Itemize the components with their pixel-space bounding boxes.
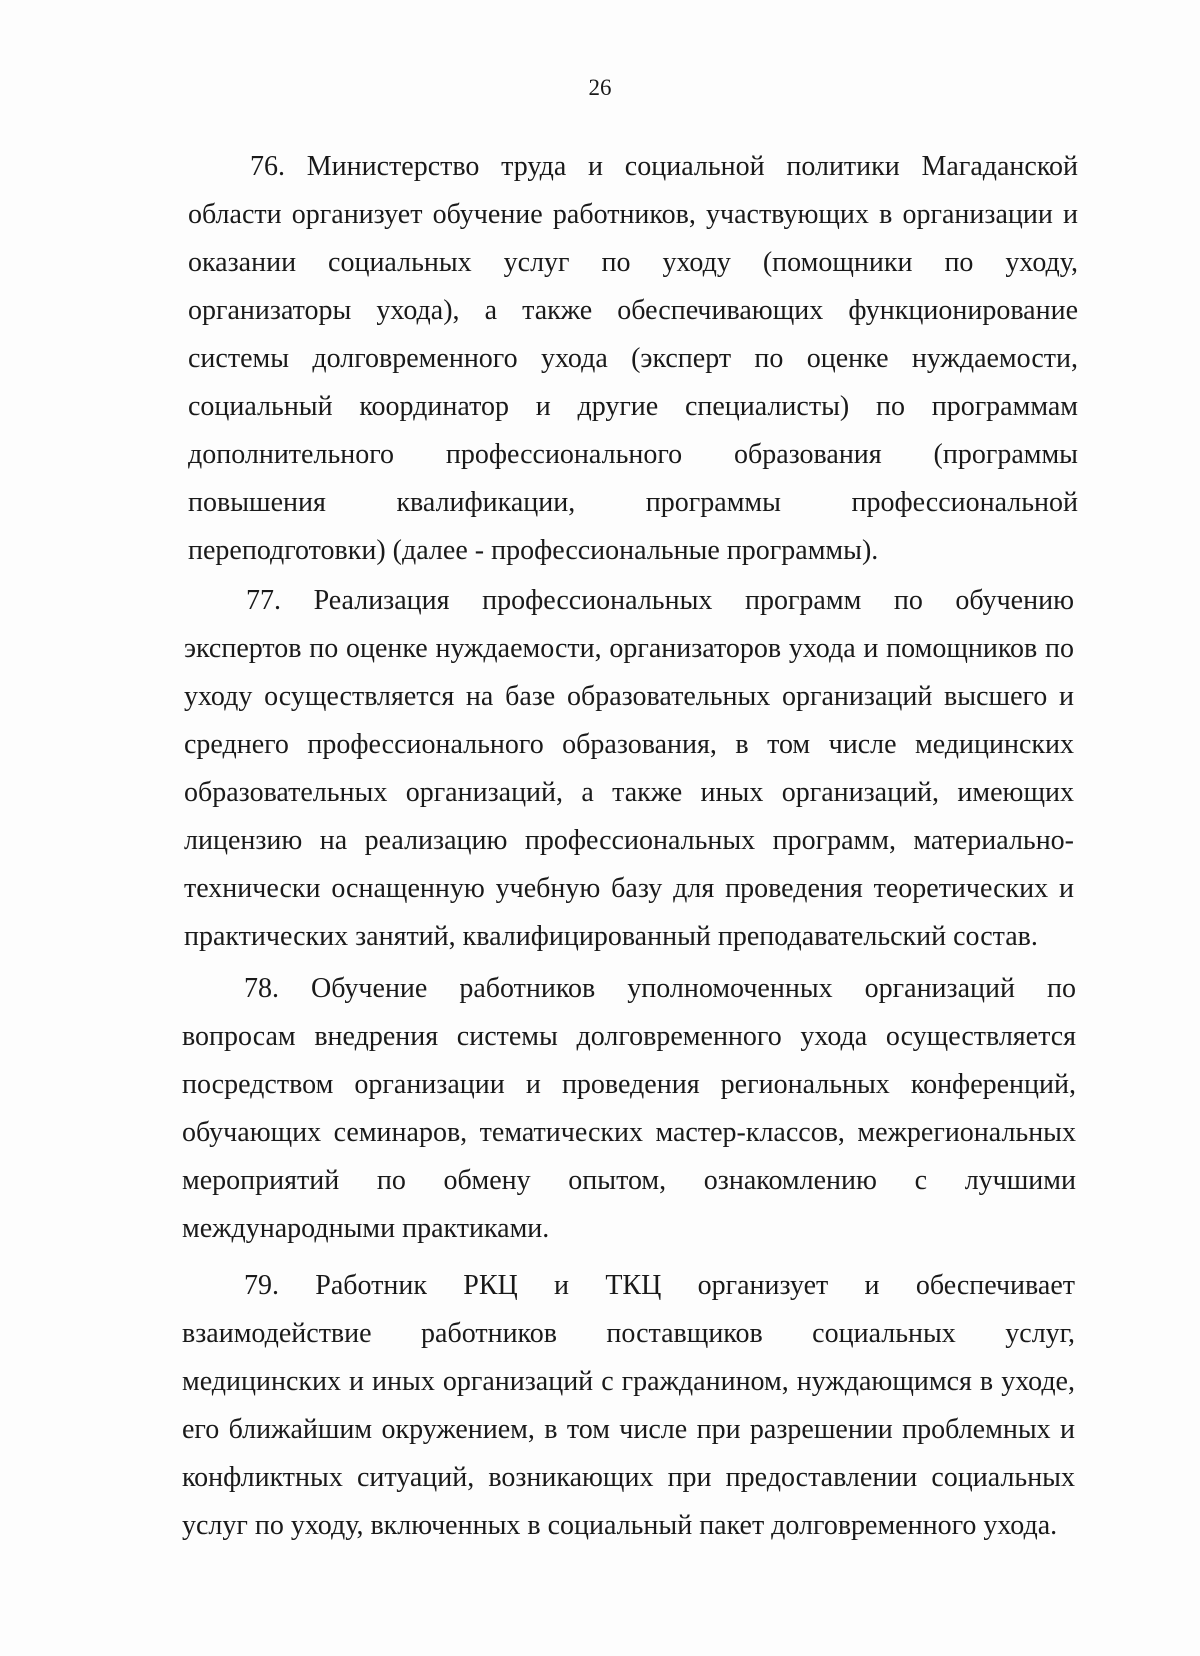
paragraph-line: медицинских и иных организаций с гражданином, нуждающимся в уходе, — [182, 1366, 1075, 1397]
paragraph-line: посредством организации и проведения региональных конференций, — [182, 1069, 1076, 1100]
paragraph-line: организаторы ухода), а также обеспечивающих функционирование — [188, 295, 1078, 326]
paragraph-line: 77. Реализация профессиональных программ по обучению — [246, 585, 1074, 616]
paragraph-line: 76. Министерство труда и социальной политики Магаданской — [250, 151, 1078, 182]
paragraph-line: его ближайшим окружением, в том числе при разрешении проблемных и — [182, 1414, 1075, 1445]
paragraph-line: практических занятий, квалифицированный преподавательский состав. — [184, 921, 1038, 952]
paragraph-line: 78. Обучение работников уполномоченных организаций по — [244, 973, 1076, 1004]
paragraph-79 — [182, 1262, 1075, 1550]
page-number: 26 — [588, 75, 612, 100]
paragraph-line: лицензию на реализацию профессиональных программ, материально- — [184, 825, 1074, 856]
paragraph-line: 79. Работник РКЦ и ТКЦ организует и обеспечивает — [244, 1270, 1075, 1301]
paragraph-line: области организует обучение работников, участвующих в организации и — [188, 199, 1078, 230]
paragraph-line: международными практиками. — [182, 1213, 550, 1244]
paragraph-line: экспертов по оценке нуждаемости, организаторов ухода и помощников по — [184, 633, 1074, 664]
paragraph-line: образовательных организаций, а также иных организаций, имеющих — [184, 777, 1074, 808]
paragraph-line: системы долговременного ухода (эксперт по оценке нуждаемости, — [188, 343, 1078, 374]
paragraph-line: вопросам внедрения системы долговременного ухода осуществляется — [182, 1021, 1076, 1052]
paragraph-76 — [188, 143, 1078, 575]
paragraph-line: услуг по уходу, включенных в социальный пакет долговременного ухода. — [182, 1510, 1058, 1541]
paragraph-line: повышения квалификации, программы профессиональной — [188, 487, 1078, 518]
paragraph-77 — [184, 577, 1074, 961]
paragraph-line: уходу осуществляется на базе образовательных организаций высшего и — [184, 681, 1074, 712]
paragraph-line: переподготовки) (далее - профессиональные программы). — [188, 535, 879, 566]
paragraph-line: среднего профессионального образования, в том числе медицинских — [184, 729, 1074, 760]
paragraph-line: мероприятий по обмену опытом, ознакомлению с лучшими — [182, 1165, 1076, 1196]
paragraph-line: обучающих семинаров, тематических мастер-классов, межрегиональных — [182, 1117, 1076, 1148]
paragraph-line: технически оснащенную учебную базу для проведения теоретических и — [184, 873, 1074, 904]
paragraph-line: оказании социальных услуг по уходу (помощники по уходу, — [188, 247, 1078, 278]
paragraph-line: конфликтных ситуаций, возникающих при предоставлении социальных — [182, 1462, 1075, 1493]
paragraph-line: взаимодействие работников поставщиков социальных услуг, — [182, 1318, 1075, 1349]
paragraph-line: социальный координатор и другие специалисты) по программам — [188, 391, 1078, 422]
paragraph-78 — [182, 965, 1076, 1253]
paragraph-line: дополнительного профессионального образования (программы — [188, 439, 1078, 470]
